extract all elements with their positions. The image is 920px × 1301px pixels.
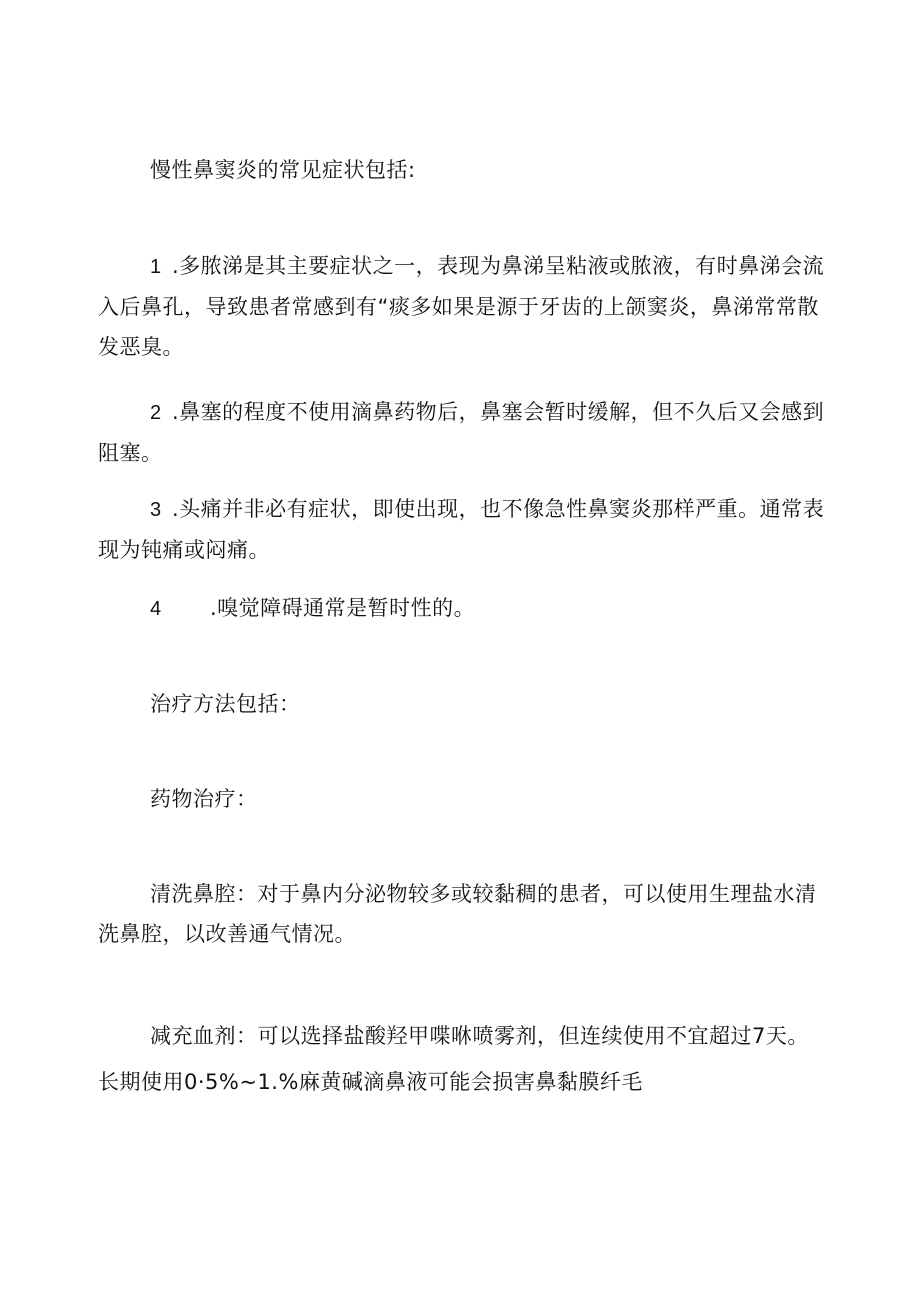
decongestant-line-2: 长期使用0·5%~1.%麻黄碱滴鼻液可能会损害鼻黏膜纤毛 [98, 1070, 643, 1094]
symptom-item-2 [98, 392, 828, 473]
symptom-number: 2 [150, 402, 162, 424]
symptom-text: .头痛并非必有症状，即使出现，也不像急性鼻窦炎那样严重。通常表现为钝痛或闷痛。 [98, 497, 825, 562]
symptom-number: 3 [150, 499, 162, 521]
symptom-item-4 [98, 588, 828, 629]
symptom-text: .多脓涕是其主要症状之一，表现为鼻涕呈粘液或脓液，有时鼻涕会流入后鼻孔，导致患者常感到有“痰多如果是源于牙齿的上颌窦炎，鼻涕常常散发恶臭。 [98, 254, 825, 359]
symptom-item-3 [98, 489, 828, 570]
symptom-text: .鼻塞的程度不使用滴鼻药物后，鼻塞会暂时缓解，但不久后又会感到阻塞。 [98, 400, 825, 465]
symptom-number: 1 [150, 256, 162, 278]
symptoms-heading: 慢性鼻窦炎的常见症状包括: [150, 158, 416, 182]
nasal-wash-paragraph: 清洗鼻腔：对于鼻内分泌物较多或较黏稠的患者，可以使用生理盐水清洗鼻腔，以改善通气情况。 [98, 882, 817, 946]
symptom-number: 4 [150, 598, 162, 620]
decongestant-line-1: 减充血剂：可以选择盐酸羟甲喋咻喷雾剂，但连续使用不宜超过7天。 [150, 1024, 809, 1048]
treatment-heading: 治疗方法包括： [150, 692, 301, 716]
medication-heading: 药物治疗： [150, 787, 258, 811]
symptom-text: .嗅觉障碍通常是暂时性的。 [210, 596, 476, 620]
symptom-item-1 [98, 246, 828, 367]
